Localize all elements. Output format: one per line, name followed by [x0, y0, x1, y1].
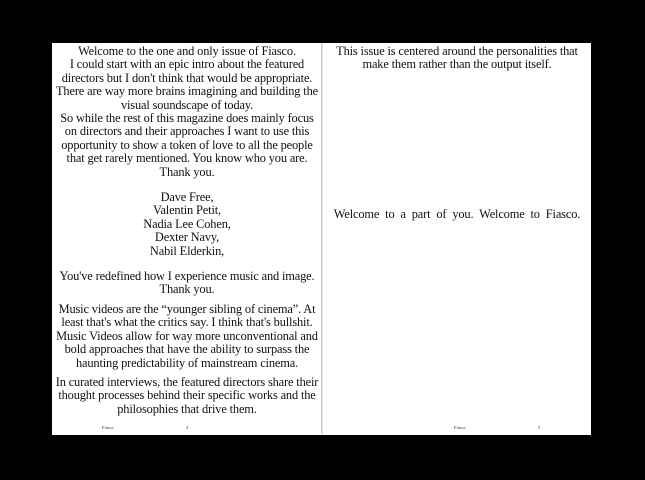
welcome-statement: Welcome to a part of you. Welcome to Fiasco.: [333, 207, 581, 221]
intro-line: that get rarely mentioned. You know who you are.: [66, 151, 308, 166]
name-item: Nadia Lee Cohen,: [143, 216, 231, 231]
name-item: Dave Free,: [160, 190, 214, 204]
page-number: 5: [538, 425, 541, 430]
intro-line: opportunity to show a token of love to all the people: [61, 137, 313, 152]
folio-title: Fiasco: [454, 425, 466, 430]
intro-line: visual soundscape of today.: [120, 97, 254, 112]
intro-paragraph: [52, 45, 322, 179]
name-item: Dexter Navy,: [154, 230, 220, 245]
music-line: least that's what the critics say. I think that's bullshit.: [61, 315, 313, 330]
music-line: Music Videos allow for way more unconventional and: [56, 328, 318, 343]
names-list: [52, 191, 322, 258]
name-item: Nabil Elderkin,: [149, 243, 225, 258]
intro-line: directors but I don't think that would be appropriate.: [61, 70, 313, 85]
music-videos-paragraph: [52, 303, 322, 370]
music-line: haunting predictability of mainstream cinema.: [75, 355, 299, 370]
folio-title: Fiasco: [102, 425, 114, 430]
music-line: Music videos are the “younger sibling of cinema”. At: [58, 302, 316, 316]
left-page: [52, 43, 322, 435]
intro-line: There are way more brains imagining and building the: [56, 84, 318, 99]
right-page: [323, 43, 591, 435]
right-intro-line: This issue is centered around the personalities that: [336, 44, 578, 58]
intro-line: on directors and their approaches I want to use this: [64, 124, 310, 139]
intro-line: I could start with an epic intro about the featured: [69, 57, 305, 72]
right-intro-line: make them rather than the output itself.: [362, 57, 552, 72]
curated-line: thought processes behind their specific works and the: [58, 388, 316, 403]
redefined-line: You've redefined how I experience music and image.: [59, 269, 315, 283]
intro-line: Welcome to the one and only issue of Fiasco.: [78, 44, 296, 58]
curated-line: philosophies that drive them.: [117, 401, 257, 416]
redefined-paragraph: [52, 270, 322, 297]
redefined-line: Thank you.: [159, 282, 215, 297]
right-intro-paragraph: [323, 45, 591, 72]
intro-line: Thank you.: [159, 164, 215, 179]
curated-interviews-paragraph: [52, 376, 322, 416]
curated-line: In curated interviews, the featured directors share their: [55, 375, 319, 389]
name-item: Valentin Petit,: [153, 203, 221, 218]
page-number: 4: [186, 425, 189, 430]
intro-line: So while the rest of this magazine does mainly focus: [60, 111, 314, 126]
music-line: bold approaches that have the ability to surpass the: [64, 342, 310, 357]
